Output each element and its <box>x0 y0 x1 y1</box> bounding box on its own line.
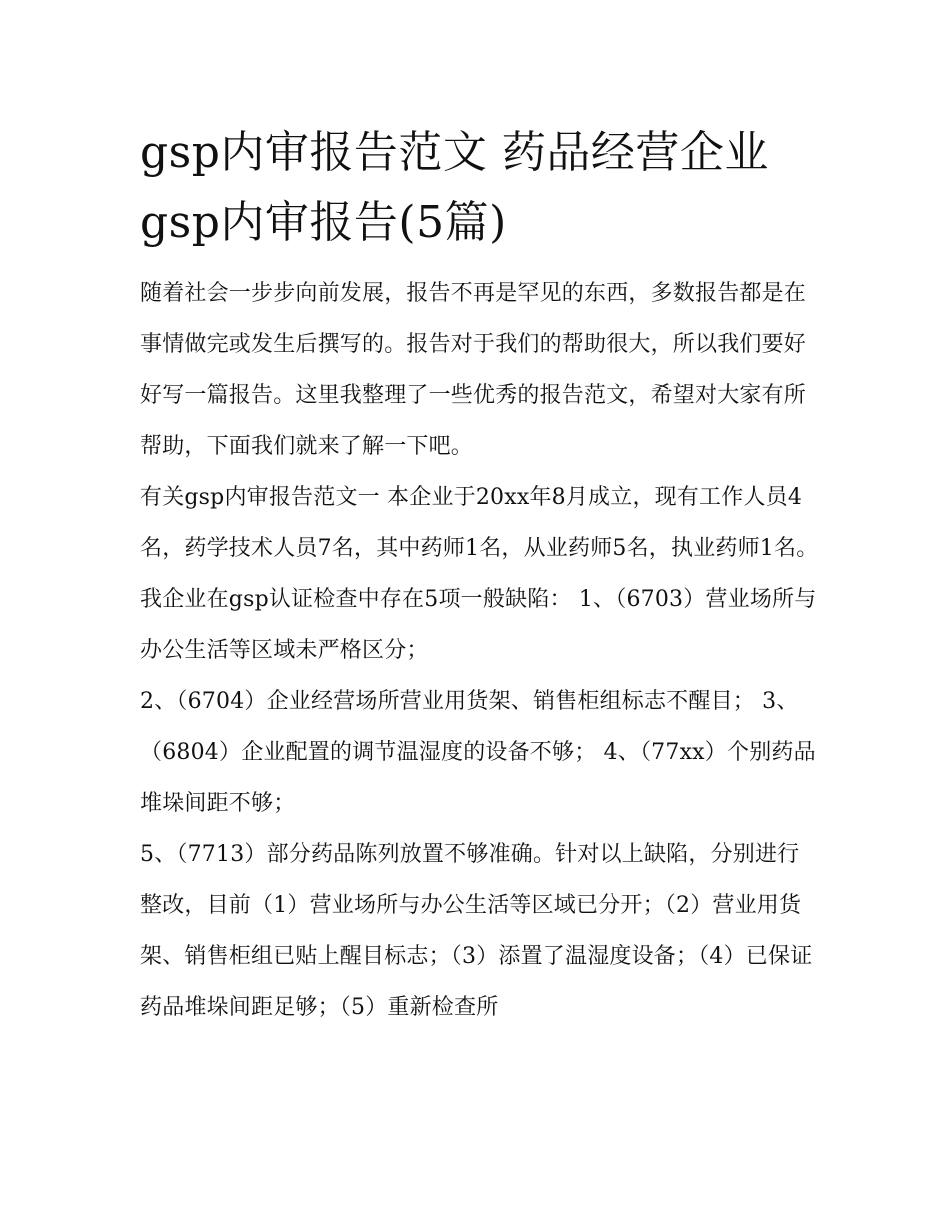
paragraph-company-info: 有关gsp内审报告范文一 本企业于20xx年8月成立，现有工作人员4名，药学技术人员7名，其中药师1名，从业药师5名，执业药师1名。 <box>140 485 819 561</box>
paragraph-defects-list: 2、（6704）企业经营场所营业用货架、销售柜组标志不醒目； 3、（6804）企业配置的调节温湿度的设备不够； 4、（77xx）个别药品堆垛间距不够； <box>140 689 816 816</box>
paragraph-intro: 随着社会一步步向前发展，报告不再是罕见的东西，多数报告都是在事情做完或发生后撰写的。报告对于我们的帮助很大，所以我们要好好写一篇报告。这里我整理了一些优秀的报告范文，希望对大家有所帮助，下面我们就来了解一下吧。 <box>140 281 807 459</box>
document-title: gsp内审报告范文 药品经营企业gsp内审报告(5篇) <box>140 127 769 248</box>
paragraph-defects-intro: 我企业在gsp认证检查中存在5项一般缺陷： 1、（6703）营业场所与办公生活等区域未严格区分； <box>140 587 817 663</box>
paragraph-rectification: 5、（7713）部分药品陈列放置不够准确。针对以上缺陷，分别进行整改，目前（1）营业场所与办公生活等区域已分开；（2）营业用货架、销售柜组已贴上醒目标志；（3）添置了温湿度设备；（4）已保证药品堆垛间距足够；（5）重新检查所 <box>140 842 813 1020</box>
document-page <box>140 118 820 1033</box>
